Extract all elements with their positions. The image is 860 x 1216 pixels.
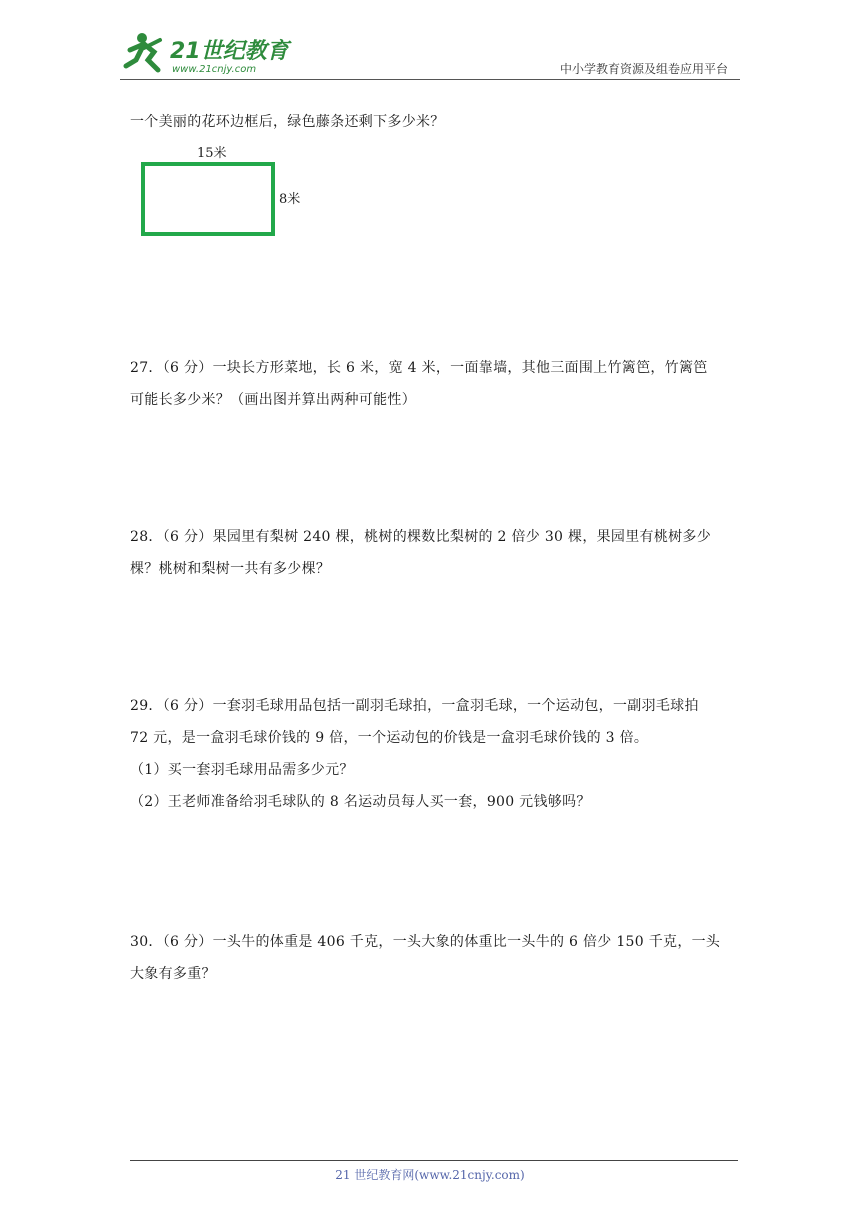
question-line: 30．（6 分）一头牛的体重是 406 千克，一头大象的体重比一头牛的 6 倍少 150 千克，一头: [130, 934, 721, 950]
question-line: 棵？桃树和梨树一共有多少棵？: [130, 561, 331, 577]
question-line: 可能长多少米？（画出图并算出两种可能性）: [130, 392, 416, 408]
green-rectangle: [143, 164, 273, 234]
figure-top-label: 15米: [197, 146, 227, 161]
logo-url: www.21cnjy.com: [172, 64, 257, 75]
rectangle-figure: [135, 140, 315, 240]
question-subline: （2）王老师准备给羽毛球队的 8 名运动员每人买一套，900 元钱够吗？: [130, 794, 591, 810]
question-line: 72 元，是一盒羽毛球价钱的 9 倍，一个运动包的价钱是一盒羽毛球价钱的 3 倍。: [130, 730, 649, 746]
header-divider: [120, 79, 740, 80]
question-28: [130, 521, 740, 585]
question-line: 大象有多重？: [130, 966, 216, 982]
question-29: [130, 690, 740, 818]
logo-21cnjy: [120, 30, 300, 80]
page-header: [120, 30, 740, 80]
question-27: [130, 352, 740, 416]
question-line: 28．（6 分）果园里有梨树 240 棵，桃树的棵数比梨树的 2 倍少 30 棵，果园里有桃树多少: [130, 529, 712, 545]
question-30: [130, 926, 740, 990]
question-line: 27．（6 分）一块长方形菜地，长 6 米，宽 4 米，一面靠墙，其他三面围上竹篱笆，竹篱笆: [130, 360, 708, 376]
question-subline: （1）买一套羽毛球用品需多少元？: [130, 762, 354, 778]
question-line: 29．（6 分）一套羽毛球用品包括一副羽毛球拍，一盒羽毛球，一个运动包，一副羽毛球拍: [130, 698, 699, 714]
footer-divider: [130, 1160, 738, 1161]
q26-tail-text: 一个美丽的花环边框后，绿色藤条还剩下多少米？: [130, 114, 445, 130]
logo-title: 21世纪教育: [170, 39, 289, 64]
runner-icon: [126, 33, 160, 70]
header-right-text: 中小学教育资源及组卷应用平台: [559, 62, 728, 76]
figure-side-label: 8米: [279, 192, 301, 207]
footer-text: 21 世纪教育网(www.21cnjy.com): [335, 1168, 525, 1182]
